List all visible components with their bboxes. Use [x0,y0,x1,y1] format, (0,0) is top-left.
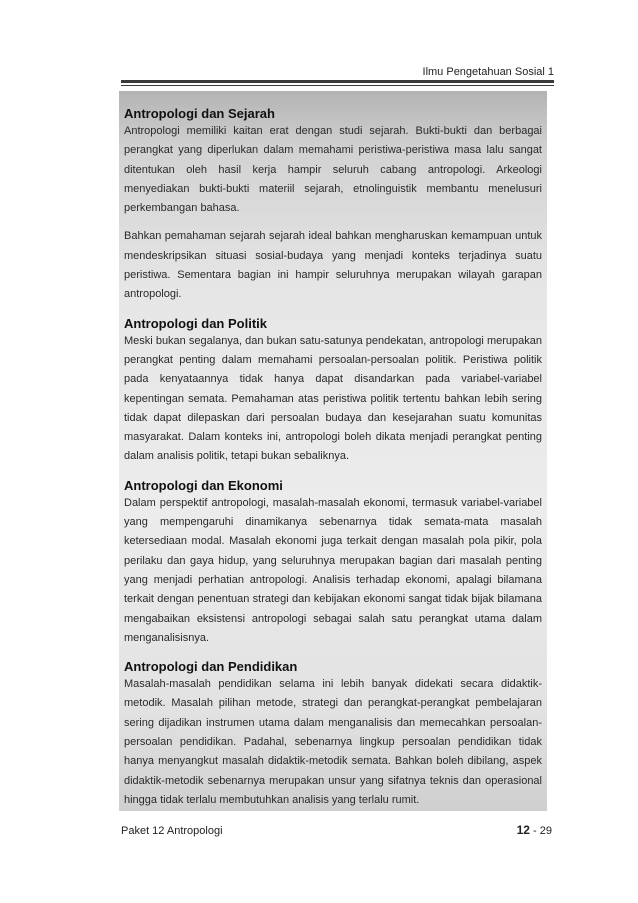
paragraph: Antropologi memiliki kaitan erat dengan studi sejarah. Bukti-bukti dan berbagai perangkat yang diperlukan dalam memahami peristiwa-peristiwa masa lalu sangat ditentukan oleh hasil kerja hampir seluruh cabang antropologi. Arkeologi menyediakan bukti-bukti materiil sejarah, etnolinguistik membantu menelusuri perkembangan bahasa. [124,125,542,215]
section-title: Antropologi dan Politik [124,315,267,331]
header-rule-thick [121,80,554,83]
section-title: Antropologi dan Sejarah [124,106,275,121]
header-rule-thin [121,85,554,86]
section-pendidikan [124,658,542,810]
running-header: Ilmu Pengetahuan Sosial 1 [422,66,554,78]
page-number-bold: 12 [516,823,530,837]
paragraph: Dalam perspektif antropologi, masalah-masalah ekonomi, termasuk variabel-variabel yang mempengaruhi dinamikanya sebenarnya tidak semata-mata masalah ketersediaan modal. Masalah ekonomi juga terkait dengan masalah pola pikir, pola perilaku dan gaya hidup, yang seluruhnya merupakan bagian dari masalah penting yang menjadi perhatian antropologi. Analisis terhadap ekonomi, apalagi bilamana terkait dengan penentuan strategi dan kebijakan ekonomi sangat tidak bijak bilamana mengabaikan eksistensi antropologi sebagai salah satu perangkat utama dalam menganalisisnya. [124,496,542,644]
section-sejarah [124,105,542,305]
paragraph: Masalah-masalah pendidikan selama ini lebih banyak didekati secara didaktik-metodik. Masalah pilihan metode, strategi dan perangkat-perangkat pembelajaran sering dijadikan instrumen utama dalam menganalisis dan memecahkan persoalan-persoalan pendidikan. Padahal, sebenarnya lingkup persoalan pendidikan tidak hanya menyangkut masalah didaktik-metodik semata. Bahkan boleh dibilang, aspek didaktik-metodik sebenarnya merupakan unsur yang sifatnya teknis dan operasional hingga tidak terlalu membutuhkan analisis yang terlalu rumit. [124,678,542,806]
footer-module-name: Paket 12 Antropologi [121,825,223,837]
section-politik [124,315,542,467]
section-title: Antropologi dan Pendidikan [124,659,298,675]
content-body [124,105,542,810]
content-panel [119,91,547,811]
paragraph: Bahkan pemahaman sejarah sejarah ideal bahkan mengharuskan kemampuan untuk mendeskripsikan situasi sosial-budaya yang menjadi konteks terjadinya suatu peristiwa. Sementara bagian ini hampir seluruhnya merupakan wilayah garapan antropologi. [124,230,542,301]
page-number [517,823,552,837]
paragraph: Meski bukan segalanya, dan bukan satu-satunya pendekatan, antropologi merupakan perangkat penting dalam memahami persoalan-persoalan politik. Peristiwa politik pada kenyataannya tidak hanya dapat disandarkan pada variabel-variabel kepentingan semata. Pemahaman atas peristiwa politik tertentu bahkan lebih sering tidak dapat dilepaskan dari persoalan budaya dan kesejarahan suatu komunitas masyarakat. Dalam konteks ini, antropologi boleh dikata menjadi perangkat penting dalam analisis politik, tetapi bukan sebaliknya. [124,334,542,463]
section-title: Antropologi dan Ekonomi [124,477,283,493]
page-number-rest: - 29 [529,825,552,837]
section-ekonomi [124,477,542,648]
